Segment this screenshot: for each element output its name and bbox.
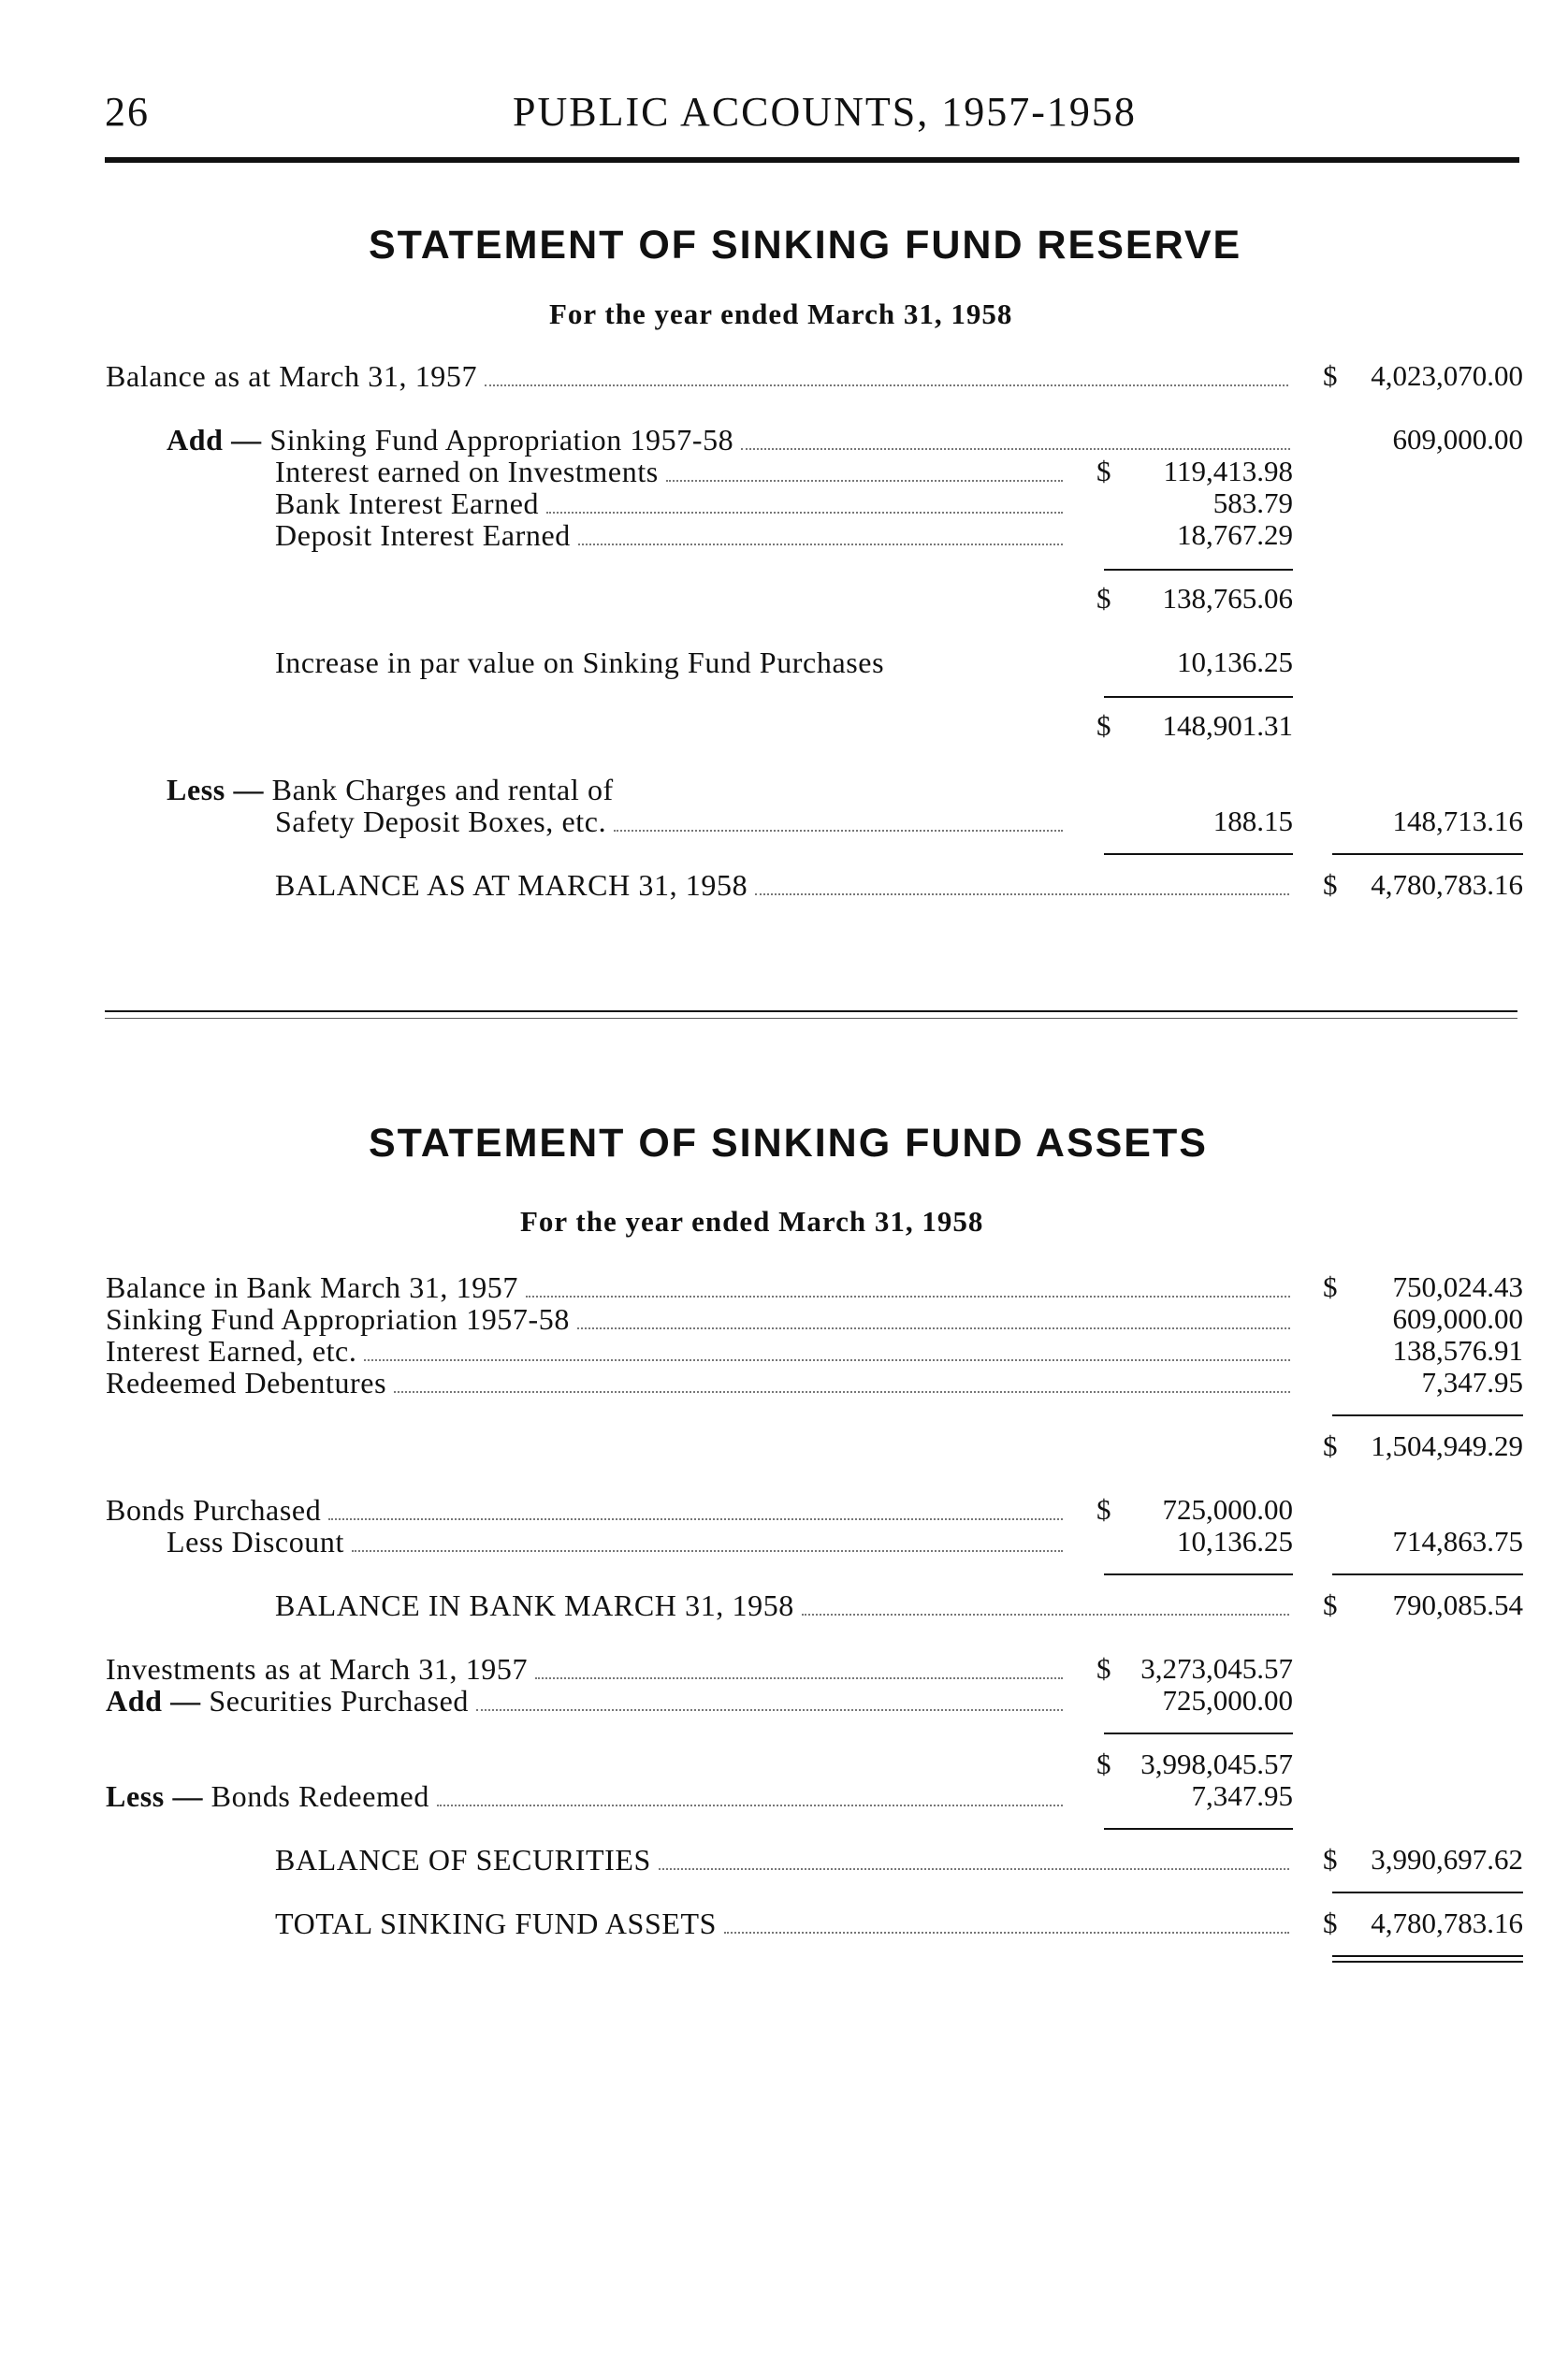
reserve-bank-interest-amount: 583.79 bbox=[1212, 486, 1293, 519]
assets-securities-balance-amount: 3,990,697.62 bbox=[1371, 1843, 1523, 1876]
reserve-appropriation-row bbox=[167, 423, 1294, 457]
assets-total-rule bbox=[1332, 1892, 1523, 1893]
assets-less-discount-row bbox=[167, 1525, 1067, 1559]
reserve-opening-label: Balance as at March 31, 1957 bbox=[106, 359, 478, 393]
reserve-opening-amount: 4,023,070.00 bbox=[1371, 359, 1523, 392]
reserve-interest-investments-dollar: $ bbox=[1096, 455, 1111, 487]
running-title: PUBLIC ACCOUNTS, 1957-1958 bbox=[513, 89, 1137, 135]
assets-interest-label: Interest Earned, etc. bbox=[106, 1334, 357, 1368]
assets-bonds-purchased-dollar: $ bbox=[1096, 1493, 1111, 1526]
reserve-par-increase-amount: 10,136.25 bbox=[1177, 645, 1293, 678]
assets-bank-balance-label: Balance in Bank March 31, 1957 bbox=[106, 1270, 518, 1304]
assets-bank-balance-dollar: $ bbox=[1323, 1270, 1338, 1303]
reserve-interest-investments-row bbox=[275, 455, 1067, 488]
assets-investments-dollar: $ bbox=[1096, 1652, 1111, 1685]
reserve-charges-row1 bbox=[167, 773, 1009, 806]
assets-bonds-redeemed-row bbox=[106, 1779, 1067, 1813]
reserve-subtotal1-rule bbox=[1104, 569, 1293, 571]
assets-total-amount: 4,780,783.16 bbox=[1371, 1907, 1523, 1939]
assets-bonds-purchased-row bbox=[106, 1493, 1067, 1527]
assets-bonds-redeemed-label: Bonds Redeemed bbox=[211, 1779, 429, 1813]
reserve-interest-investments-label: Interest earned on Investments bbox=[275, 455, 659, 488]
reserve-subtitle: For the year ended March 31, 1958 bbox=[549, 297, 1013, 330]
reserve-closing-dollar: $ bbox=[1323, 868, 1338, 901]
assets-bank-closing-dollar: $ bbox=[1323, 1588, 1338, 1621]
reserve-par-increase-label: Increase in par value on Sinking Fund Purchases bbox=[275, 645, 885, 679]
reserve-charges-line2: Safety Deposit Boxes, etc. bbox=[275, 805, 607, 838]
reserve-charges-row2 bbox=[275, 805, 1067, 838]
assets-bonds-purchased-label: Bonds Purchased bbox=[106, 1493, 322, 1527]
reserve-add-prefix: Add — bbox=[167, 423, 262, 457]
assets-less-discount-label: Less Discount bbox=[167, 1525, 345, 1559]
assets-total-label: TOTAL SINKING FUND ASSETS bbox=[275, 1907, 718, 1940]
assets-subtotal-amount: 1,504,949.29 bbox=[1371, 1429, 1523, 1462]
section-divider-lower bbox=[105, 1018, 1517, 1019]
reserve-less-prefix: Less — bbox=[167, 773, 265, 806]
reserve-charges-net: 148,713.16 bbox=[1392, 805, 1523, 837]
reserve-opening-dollar: $ bbox=[1323, 359, 1338, 392]
assets-securities-balance-row bbox=[275, 1843, 1293, 1877]
reserve-charges-line1: Bank Charges and rental of bbox=[271, 773, 614, 806]
page-number: 26 bbox=[105, 89, 150, 135]
reserve-deposit-interest-row bbox=[275, 518, 1067, 552]
assets-total-double-rule-2 bbox=[1332, 1961, 1523, 1963]
assets-subtotal-dollar: $ bbox=[1323, 1429, 1338, 1462]
assets-securities-balance-label: BALANCE OF SECURITIES bbox=[275, 1843, 651, 1877]
reserve-charges-amount: 188.15 bbox=[1212, 805, 1293, 837]
assets-interest-amount: 138,576.91 bbox=[1392, 1334, 1523, 1367]
assets-securities-balance-rule bbox=[1104, 1828, 1293, 1830]
assets-redeemed-label: Redeemed Debentures bbox=[106, 1366, 387, 1399]
assets-interest-row bbox=[106, 1334, 1294, 1368]
header-rule bbox=[105, 157, 1519, 163]
assets-bonds-purchased-amount: 725,000.00 bbox=[1162, 1493, 1293, 1526]
reserve-closing-row bbox=[275, 868, 1293, 902]
assets-bonds-redeemed-amount: 7,347.95 bbox=[1191, 1779, 1293, 1812]
assets-title: STATEMENT OF SINKING FUND ASSETS bbox=[369, 1121, 1208, 1166]
assets-appropriation-row bbox=[106, 1302, 1294, 1336]
assets-total-double-rule-1 bbox=[1332, 1955, 1523, 1957]
assets-securities-amount: 725,000.00 bbox=[1162, 1684, 1293, 1717]
assets-investments-row bbox=[106, 1652, 1067, 1686]
reserve-bank-interest-row bbox=[275, 486, 1067, 520]
assets-less-discount-net: 714,863.75 bbox=[1392, 1525, 1523, 1558]
assets-less-discount-amount: 10,136.25 bbox=[1177, 1525, 1293, 1558]
reserve-deposit-interest-amount: 18,767.29 bbox=[1177, 518, 1293, 551]
assets-appropriation-label: Sinking Fund Appropriation 1957-58 bbox=[106, 1302, 570, 1336]
assets-bank-closing-rule-right bbox=[1332, 1573, 1523, 1575]
reserve-appropriation-label: Sinking Fund Appropriation 1957-58 bbox=[269, 423, 734, 457]
reserve-title: STATEMENT OF SINKING FUND RESERVE bbox=[369, 223, 1242, 268]
assets-securities-prefix: Add — bbox=[106, 1684, 201, 1718]
assets-subtotal-rule bbox=[1332, 1414, 1523, 1416]
reserve-closing-amount: 4,780,783.16 bbox=[1371, 868, 1523, 901]
assets-inv-subtotal-rule bbox=[1104, 1733, 1293, 1734]
assets-bank-balance-row bbox=[106, 1270, 1294, 1304]
reserve-subtotal1-dollar: $ bbox=[1096, 582, 1111, 615]
assets-total-dollar: $ bbox=[1323, 1907, 1338, 1939]
reserve-closing-label: BALANCE AS AT MARCH 31, 1958 bbox=[275, 868, 748, 902]
assets-bank-balance-amount: 750,024.43 bbox=[1392, 1270, 1523, 1303]
reserve-subtotal2-dollar: $ bbox=[1096, 709, 1111, 742]
assets-bonds-prefix: Less — bbox=[106, 1779, 204, 1813]
reserve-interest-investments-amount: 119,413.98 bbox=[1163, 455, 1293, 487]
reserve-subtotal1-amount: 138,765.06 bbox=[1162, 582, 1293, 615]
section-divider bbox=[105, 1010, 1517, 1012]
reserve-subtotal2-rule bbox=[1104, 696, 1293, 698]
reserve-par-increase-row bbox=[275, 645, 1067, 679]
assets-redeemed-row bbox=[106, 1366, 1294, 1399]
assets-bank-closing-amount: 790,085.54 bbox=[1392, 1588, 1523, 1621]
assets-bank-closing-label: BALANCE IN BANK MARCH 31, 1958 bbox=[275, 1588, 794, 1622]
assets-bank-closing-row bbox=[275, 1588, 1293, 1622]
assets-investments-amount: 3,273,045.57 bbox=[1140, 1652, 1293, 1685]
assets-securities-label: Securities Purchased bbox=[209, 1684, 470, 1718]
reserve-subtotal2-amount: 148,901.31 bbox=[1162, 709, 1293, 742]
assets-subtitle: For the year ended March 31, 1958 bbox=[520, 1205, 984, 1238]
assets-inv-subtotal-dollar: $ bbox=[1096, 1747, 1111, 1780]
assets-appropriation-amount: 609,000.00 bbox=[1392, 1302, 1523, 1335]
reserve-closing-rule-mid bbox=[1104, 853, 1293, 855]
assets-securities-balance-dollar: $ bbox=[1323, 1843, 1338, 1876]
assets-total-row bbox=[275, 1907, 1293, 1940]
reserve-closing-rule-right bbox=[1332, 853, 1523, 855]
assets-investments-label: Investments as at March 31, 1957 bbox=[106, 1652, 529, 1686]
reserve-bank-interest-label: Bank Interest Earned bbox=[275, 486, 540, 520]
assets-redeemed-amount: 7,347.95 bbox=[1421, 1366, 1523, 1399]
assets-inv-subtotal-amount: 3,998,045.57 bbox=[1140, 1747, 1293, 1780]
reserve-deposit-interest-label: Deposit Interest Earned bbox=[275, 518, 571, 552]
assets-bank-closing-rule-mid bbox=[1104, 1573, 1293, 1575]
reserve-appropriation-amount: 609,000.00 bbox=[1392, 423, 1523, 456]
reserve-opening-row bbox=[106, 359, 1292, 393]
assets-securities-row bbox=[106, 1684, 1067, 1718]
